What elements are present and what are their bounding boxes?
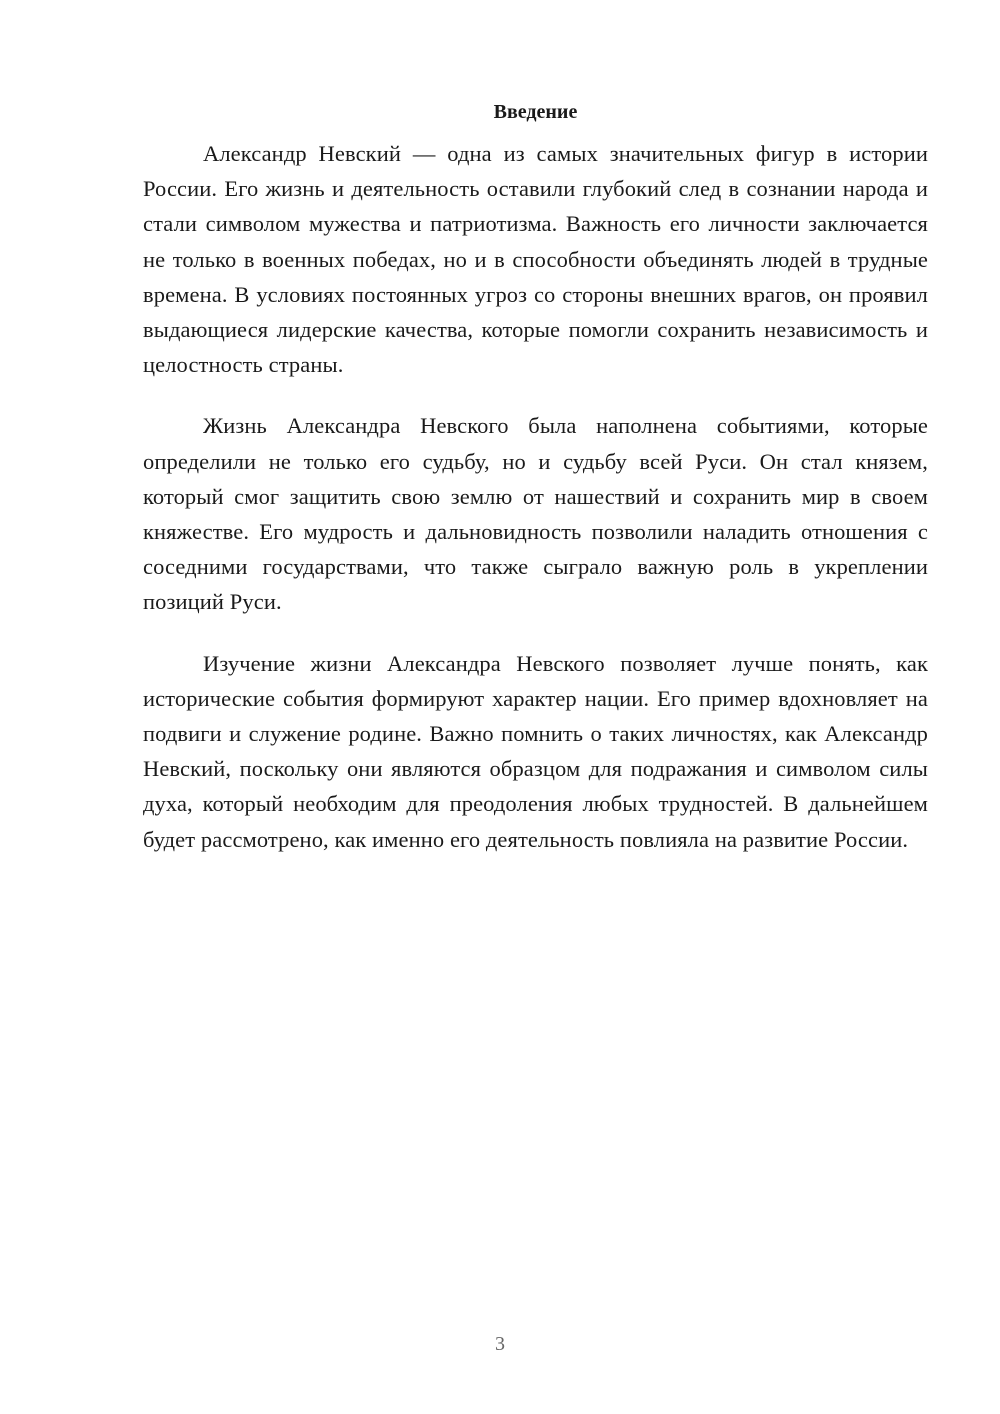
section-title: Введение [493, 101, 578, 123]
paragraph-3: Изучение жизни Александра Невского позволяет лучше понять, как исторические события формируют характер нации. Его пример вдохновляет на подвиги и служение родине. Важно помнить о таких личностях, как Александр Невский, поскольку они являются образцом для подражания и символом силы духа, который необходим для преодоления любых трудностей. В дальнейшем будет рассмотрено, как именно его деятельность повлияла на развитие России. [143, 650, 928, 852]
paragraph-1: Александр Невский — одна из самых значительных фигур в истории России. Его жизнь и деятельность оставили глубокий след в сознании народа и стали символом мужества и патриотизма. Важность его личности заключается не только в военных победах, но и в способности объединять людей в трудные времена. В условиях постоянных угроз со стороны внешних врагов, он проявил выдающиеся лидерские качества, которые помогли сохранить независимость и целостность страны. [143, 141, 928, 378]
paragraph-2: Жизнь Александра Невского была наполнена событиями, которые определили не только его судьбу, но и судьбу всей Руси. Он стал князем, который смог защитить свою землю от нашествий и сохранить мир в своем княжестве. Его мудрость и дальновидность позволили наладить отношения с соседними государствами, что также сыграло важную роль в укреплении позиций Руси. [143, 413, 928, 615]
page-number: 3 [495, 1333, 505, 1355]
page-content [143, 96, 928, 883]
